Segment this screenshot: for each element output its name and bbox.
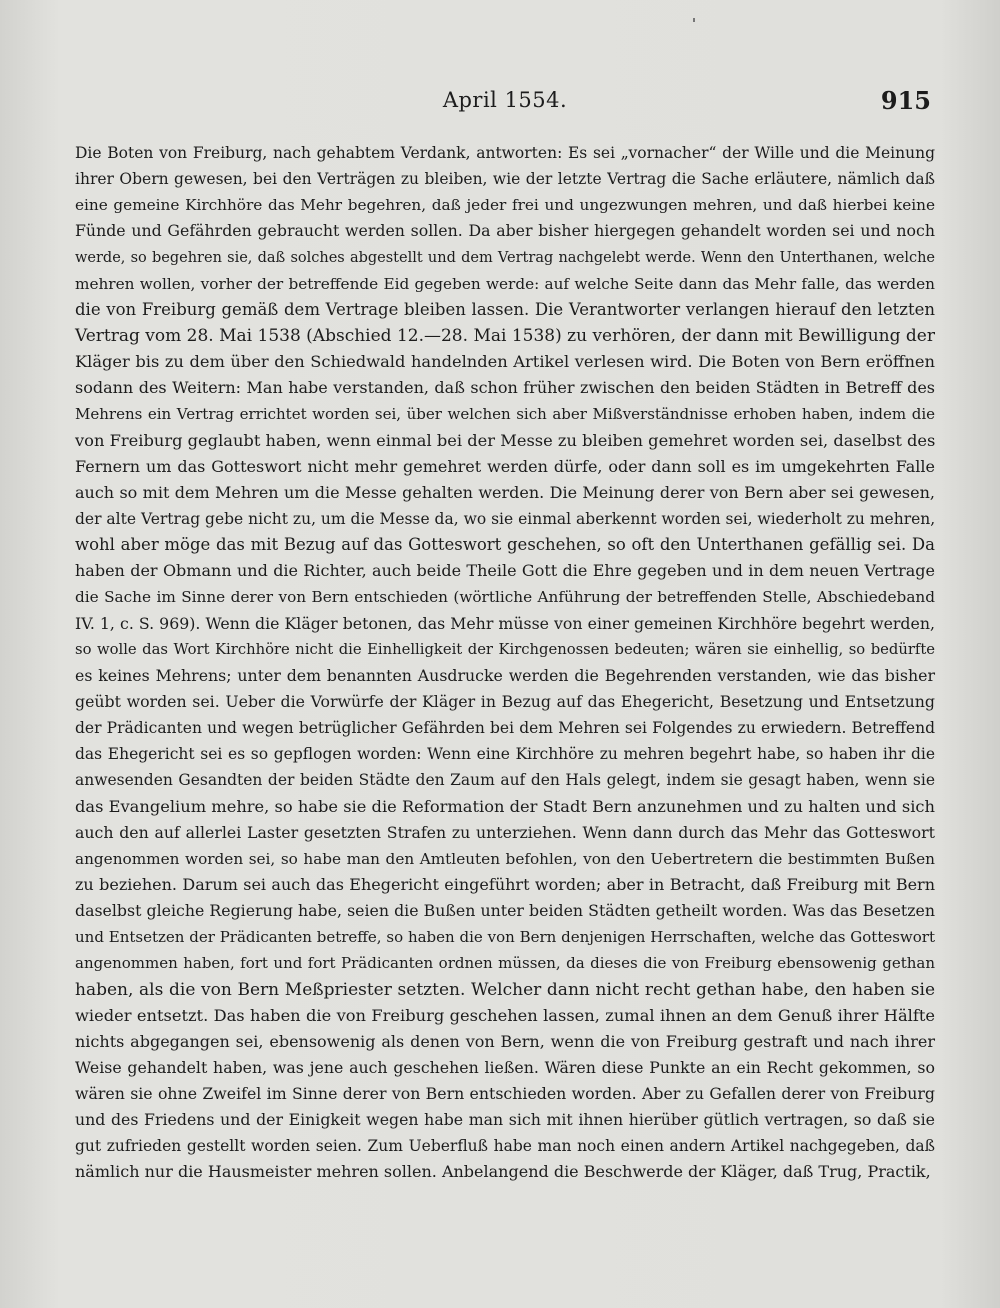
text-line: es keines Mehrens; unter dem benannten Ausdrucke werden die Begehrenden verstanden, wie das bisher [75, 665, 935, 685]
text-line: zu beziehen. Darum sei auch das Ehegericht eingeführt worden; aber in Betracht, daß Freiburg mit Bern [75, 874, 935, 894]
page-header [75, 88, 935, 122]
body-text [75, 140, 935, 1186]
text-line: gut zufrieden gestellt worden seien. Zum Ueberfluß habe man noch einen andern Artikel nachgegeben, daß [75, 1137, 935, 1156]
text-line: Mehrens ein Vertrag errichtet worden sei, über welchen sich aber Mißverständnisse erhoben haben, indem die [75, 405, 935, 424]
text-line: ihrer Obern gewesen, bei den Verträgen zu bleiben, wie der letzte Vertrag die Sache erläutere, nämlich daß [75, 170, 935, 189]
text-line: wohl aber möge das mit Bezug auf das Gotteswort geschehen, so oft den Unterthanen gefällig sei. Da [75, 535, 935, 555]
text-line: die von Freiburg gemäß dem Vertrage bleiben lassen. Die Verantworter verlangen hierauf den letzten [75, 299, 935, 319]
text-line: Weise gehandelt haben, was jene auch geschehen ließen. Wären diese Punkte an ein Recht gekommen, so [75, 1057, 935, 1077]
ink-speck [693, 18, 695, 22]
text-line: angenommen haben, fort und fort Prädicanten ordnen müssen, da dieses die von Freiburg ebensowenig gethan [75, 954, 935, 973]
text-line: werde, so begehren sie, daß solches abgestellt und dem Vertrag nachgelebt werde. Wenn den Unterthanen, welche [75, 249, 935, 266]
text-line: der Prädicanten und wegen betrüglicher Gefährden bei dem Mehren sei Folgendes zu erwiedern. Betreffend [75, 719, 935, 738]
text-line: und Entsetzen der Prädicanten betreffe, so haben die von Bern denjenigen Herrschaften, welche das Gotteswort [75, 928, 935, 947]
text-line: das Ehegericht sei es so gepflogen worden: Wenn eine Kirchhöre zu mehren begehrt habe, so haben ihr die [75, 745, 935, 764]
text-line: und des Friedens und der Einigkeit wegen habe man sich mit ihnen hierüber gütlich vertragen, so daß sie [75, 1110, 935, 1130]
page-number: 915 [880, 86, 931, 115]
text-line: wären sie ohne Zweifel im Sinne derer von Bern entschieden worden. Aber zu Gefallen derer von Freiburg [75, 1084, 935, 1104]
text-line: angenommen worden sei, so habe man den Amtleuten befohlen, von den Uebertretern die bestimmten Bußen [75, 849, 935, 868]
text-line: auch den auf allerlei Laster gesetzten Strafen zu unterziehen. Wenn dann durch das Mehr das Gotteswort [75, 822, 935, 842]
running-title: April 1554. [442, 88, 568, 112]
text-line: haben der Obmann und die Richter, auch beide Theile Gott die Ehre gegeben und in dem neuen Vertrage [75, 561, 935, 581]
text-line: daselbst gleiche Regierung habe, seien die Bußen unter beiden Städten getheilt worden. Was das Besetzen [75, 901, 935, 921]
text-line: eine gemeine Kirchhöre das Mehr begehren, daß jeder frei und ungezwungen mehren, und daß hierbei keine [75, 196, 935, 215]
text-line: sodann des Weitern: Man habe verstanden, daß schon früher zwischen den beiden Städten in Betreff des [75, 378, 935, 398]
text-line: wieder entsetzt. Das haben die von Freiburg geschehen lassen, zumal ihnen an dem Genuß ihrer Hälfte [75, 1005, 935, 1025]
text-line: von Freiburg geglaubt haben, wenn einmal bei der Messe zu bleiben gemehret worden sei, daselbst des [75, 430, 936, 450]
text-line: das Evangelium mehre, so habe sie die Reformation der Stadt Bern anzunehmen und zu halten und sich [75, 796, 935, 816]
text-line: geübt worden sei. Ueber die Vorwürfe der Kläger in Bezug auf das Ehegericht, Besetzung und Entsetzung [75, 691, 935, 711]
text-line: die Sache im Sinne derer von Bern entschieden (wörtliche Anführung der betreffenden Stelle, Abschiedeband [75, 588, 935, 607]
text-line: Fernern um das Gotteswort nicht mehr gemehret werden dürfe, oder dann soll es im umgekehrten Falle [75, 456, 935, 476]
text-line: so wolle das Wort Kirchhöre nicht die Einhelligkeit der Kirchgenossen bedeuten; wären sie einhellig, so bedürfte [75, 640, 935, 658]
text-line: Fünde und Gefährden gebraucht werden sollen. Da aber bisher hiergegen gehandelt worden sei und noch [75, 221, 935, 241]
text-line: Vertrag vom 28. Mai 1538 (Abschied 12.—28. Mai 1538) zu verhören, der dann mit Bewilligung der [75, 325, 935, 346]
text-line: haben, als die von Bern Meßpriester setzten. Welcher dann nicht recht gethan habe, den haben sie [75, 979, 935, 1000]
text-line: der alte Vertrag gebe nicht zu, um die Messe da, wo sie einmal aberkennt worden sei, wiederholt zu mehren, [75, 509, 936, 528]
text-line: Die Boten von Freiburg, nach gehabtem Verdank, antworten: Es sei „vornacher“ der Wille und die Meinung [75, 144, 935, 162]
text-line: anwesenden Gesandten der beiden Städte den Zaum auf den Hals gelegt, indem sie gesagt haben, wenn sie [75, 771, 935, 790]
text-line: nichts abgegangen sei, ebensowenig als denen von Bern, wenn die von Freiburg gestraft und nach ihrer [75, 1031, 935, 1051]
text-line: Kläger bis zu dem über den Schiedwald handelnden Artikel verlesen wird. Die Boten von Bern eröffnen [75, 352, 935, 372]
text-line: IV. 1, c. S. 969). Wenn die Kläger betonen, das Mehr müsse von einer gemeinen Kirchhöre begehrt werden, [75, 613, 935, 633]
text-line: auch so mit dem Mehren um die Messe gehalten werden. Die Meinung derer von Bern aber sei gewesen, [75, 482, 935, 502]
text-line: nämlich nur die Hausmeister mehren sollen. Anbelangend die Beschwerde der Kläger, daß Trug, Practik, [75, 1162, 931, 1182]
text-line: mehren wollen, vorher der betreffende Eid gegeben werde: auf welche Seite dann das Mehr falle, das werden [75, 274, 935, 293]
